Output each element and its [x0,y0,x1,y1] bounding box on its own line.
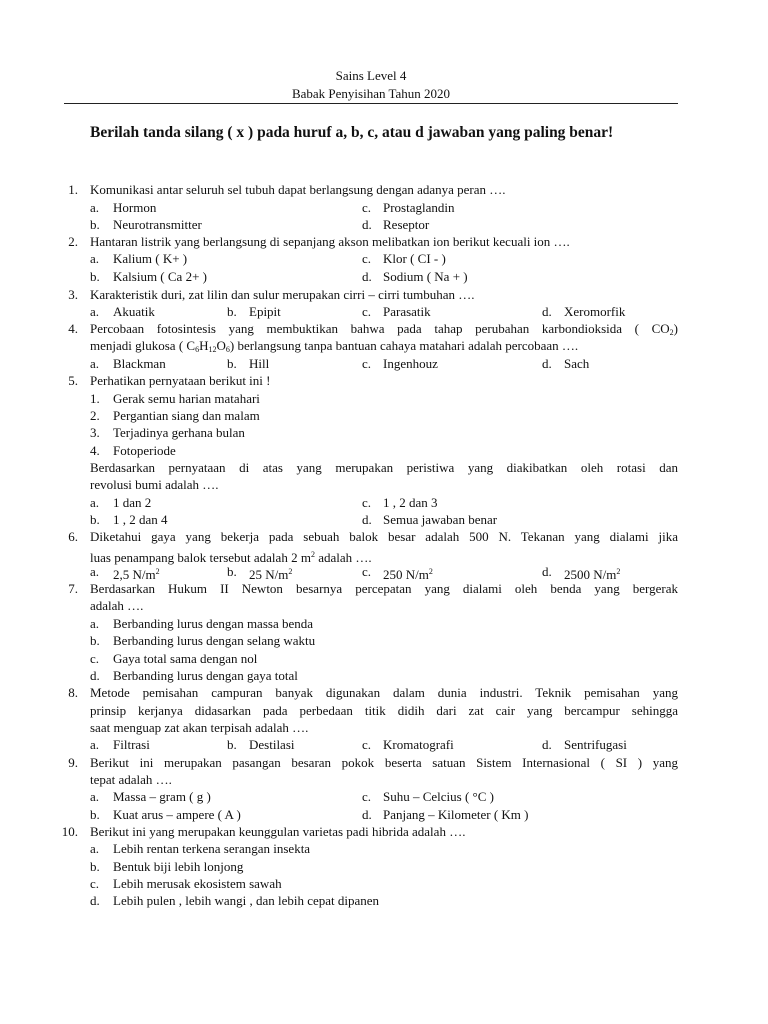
option-c-label: c. [362,304,372,319]
statement-number: 2. [90,408,100,423]
option-b-text: Epipit [249,304,281,319]
unit: N/m [265,567,289,582]
statement-number: 1. [90,391,100,406]
option-b-label: b. [90,859,100,874]
option-c-label: c. [362,200,372,215]
question-number: 10. [61,824,78,839]
text-part: ) berlangsung tanpa bantuan cahaya matahari adalah percobaan …. [229,338,579,353]
question-text-line-2: adalah …. [90,598,144,613]
option-c-label: c. [362,737,372,752]
question-number: 4. [68,321,78,336]
value: 2,5 [113,567,133,582]
option-a-text: Berbanding lurus dengan massa benda [113,616,314,631]
option-a-text: Lebih rentan terkena serangan insekta [113,841,311,856]
question-number: 1. [68,182,78,197]
option-b-label: b. [227,304,237,319]
option-a-label: a. [90,616,100,631]
option-a-label: a. [90,495,100,510]
option-c-text: Kromatografi [383,737,454,752]
value: 2500 [564,567,594,582]
superscript: 2 [310,550,315,559]
question-number: 3. [68,287,78,302]
question-text: Perhatikan pernyataan berikut ini ! [90,373,271,388]
option-b-text: Bentuk biji lebih lonjong [113,859,244,874]
question-number: 8. [68,685,78,700]
option-a-label: a. [90,304,100,319]
option-d-label: d. [542,304,552,319]
question-text-line-1: Diketahui gaya yang bekerja pada sebuah balok besar adalah 500 N. Tekanan yang dialami jika [90,529,678,544]
question-text-line-2: Berdasarkan pernyataan di atas yang merupakan peristiwa yang diakibatkan oleh rotasi dan [90,460,678,475]
question-number: 6. [68,529,78,544]
option-c-text: Ingenhouz [383,356,438,371]
option-c-text: Klor ( CI - ) [383,251,446,266]
option-a-label: a. [90,789,100,804]
subscript: 6 [225,345,230,354]
option-b-label: b. [227,356,237,371]
value: 250 [383,567,406,582]
option-d-text: Xeromorfik [564,304,626,319]
text-part: O [216,338,226,353]
option-d-label: d. [362,269,372,284]
subscript: 12 [208,345,217,354]
subscript: 2 [669,328,674,337]
option-c-text: Lebih merusak ekosistem sawah [113,876,282,891]
statement-text: Pergantian siang dan malam [113,408,260,423]
statement-text: Gerak semu harian matahari [113,391,260,406]
option-b-label: b. [90,269,100,284]
question-text-line-1: Berdasarkan Hukum II Newton besarnya percepatan yang dialami oleh benda yang bergerak [90,581,678,596]
question-text: Komunikasi antar seluruh sel tubuh dapat berlangsung dengan adanya peran …. [90,182,506,197]
option-c-label: c. [90,876,100,891]
header-round: Babak Penyisihan Tahun 2020 [291,86,451,101]
option-d-label: d. [90,668,100,683]
question-text-line-2: tepat adalah …. [90,772,172,787]
option-a-label: a. [90,200,100,215]
option-d-text: Reseptor [383,217,430,232]
text-part: menjadi glukosa ( C [90,338,196,353]
statement-number: 3. [90,425,100,440]
option-a-text: Blackman [113,356,166,371]
option-b-text: Kuat arus – ampere ( A ) [113,807,241,822]
question-number: 2. [68,234,78,249]
text-part: Percobaan fotosintesis yang membuktikan bahwa pada tahap perubahan karbondioksida ( CO [90,321,670,336]
option-a-label: a. [90,564,100,579]
option-c-label: c. [362,495,372,510]
statement-number: 4. [90,443,100,458]
option-b-label: b. [90,633,100,648]
option-b-text: Hill [249,356,270,371]
option-c-text: Suhu – Celcius ( °C ) [383,789,495,804]
question-text-line-3: revolusi bumi adalah …. [90,477,219,492]
option-d-text: Sach [564,356,590,371]
statement-text: Terjadinya gerhana bulan [113,425,245,440]
unit: N/m [132,567,156,582]
option-d-label: d. [362,217,372,232]
option-d-text: Panjang – Kilometer ( Km ) [383,807,529,822]
option-a-text: 1 dan 2 [113,495,152,510]
text-part: luas penampang balok tersebut adalah 2 m [90,550,311,565]
unit: N/m [593,567,617,582]
option-d-label: d. [542,564,552,579]
header-divider [64,103,678,104]
unit: N/m [405,567,429,582]
text-part: adalah …. [314,550,372,565]
option-d-text: Sentrifugasi [564,737,627,752]
question-text: Hantaran listrik yang berlangsung di sepanjang akson melibatkan ion berikut kecuali ion …. [90,234,570,249]
option-b-text: Berbanding lurus dengan selang waktu [113,633,316,648]
option-d-label: d. [90,893,100,908]
option-d-label: d. [362,512,372,527]
question-number: 9. [68,755,78,770]
text-part: H [199,338,209,353]
option-a-text: Kalium ( K+ ) [113,251,188,266]
option-b-text: Destilasi [249,737,295,752]
option-b-label: b. [90,807,100,822]
option-d-text: Semua jawaban benar [383,512,498,527]
header-level: Sains Level 4 [335,68,407,83]
question-text-line-1: Metode pemisahan campuran banyak digunakan dalam dunia industri. Teknik pemisahan yang [90,685,678,700]
statement-text: Fotoperiode [113,443,176,458]
question-text-line-3: saat menguap zat akan terpisah adalah …. [90,720,309,735]
superscript: 2 [616,567,621,576]
question-text: Berikut ini yang merupakan keunggulan varietas padi hibrida adalah …. [90,824,466,839]
option-c-text: Parasatik [383,304,431,319]
instruction-text: Berilah tanda silang ( x ) pada huruf a, b, c, atau d jawaban yang paling benar! [90,124,614,141]
question-text-line-2: prinsip kerjanya didasarkan pada perbedaan titik didih dari zat cair yang bercampur sehingga [90,703,678,718]
option-d-label: d. [542,737,552,752]
option-c-label: c. [362,564,372,579]
superscript: 2 [155,567,160,576]
option-a-text: Massa – gram ( g ) [113,789,211,804]
option-a-label: a. [90,356,100,371]
subscript: 6 [195,345,200,354]
superscript: 2 [288,567,293,576]
value: 25 [249,567,266,582]
option-b-text: Neurotransmitter [113,217,202,232]
option-d-text: Berbanding lurus dengan gaya total [113,668,298,683]
superscript: 2 [428,567,433,576]
option-b-text: Kalsium ( Ca 2+ ) [113,269,207,284]
option-b-text: 1 , 2 dan 4 [113,512,168,527]
option-c-label: c. [362,356,372,371]
option-c-text: Prostaglandin [383,200,455,215]
option-b-label: b. [227,737,237,752]
option-d-text: Lebih pulen , lebih wangi , dan lebih cepat dipanen [113,893,380,908]
option-b-label: b. [90,512,100,527]
text-part: ) [673,321,678,336]
question-text-line-1: Berikut ini merupakan pasangan besaran pokok beserta satuan Sistem Internasional ( SI ) yang [90,755,678,770]
option-b-label: b. [90,217,100,232]
option-a-label: a. [90,841,100,856]
option-a-text: Hormon [113,200,157,215]
option-c-text: 1 , 2 dan 3 [383,495,438,510]
option-c-label: c. [362,789,372,804]
option-a-text: Filtrasi [113,737,150,752]
option-c-label: c. [362,251,372,266]
question-number: 5. [68,373,78,388]
option-a-label: a. [90,737,100,752]
question-text: Karakteristik duri, zat lilin dan sulur merupakan cirri – cirri tumbuhan …. [90,287,475,302]
question-number: 7. [68,581,78,596]
option-d-text: Sodium ( Na + ) [383,269,468,284]
option-d-label: d. [542,356,552,371]
option-a-text: Akuatik [113,304,155,319]
option-b-label: b. [227,564,237,579]
option-d-label: d. [362,807,372,822]
option-a-label: a. [90,251,100,266]
option-c-text: Gaya total sama dengan nol [113,651,258,666]
option-c-label: c. [90,651,100,666]
